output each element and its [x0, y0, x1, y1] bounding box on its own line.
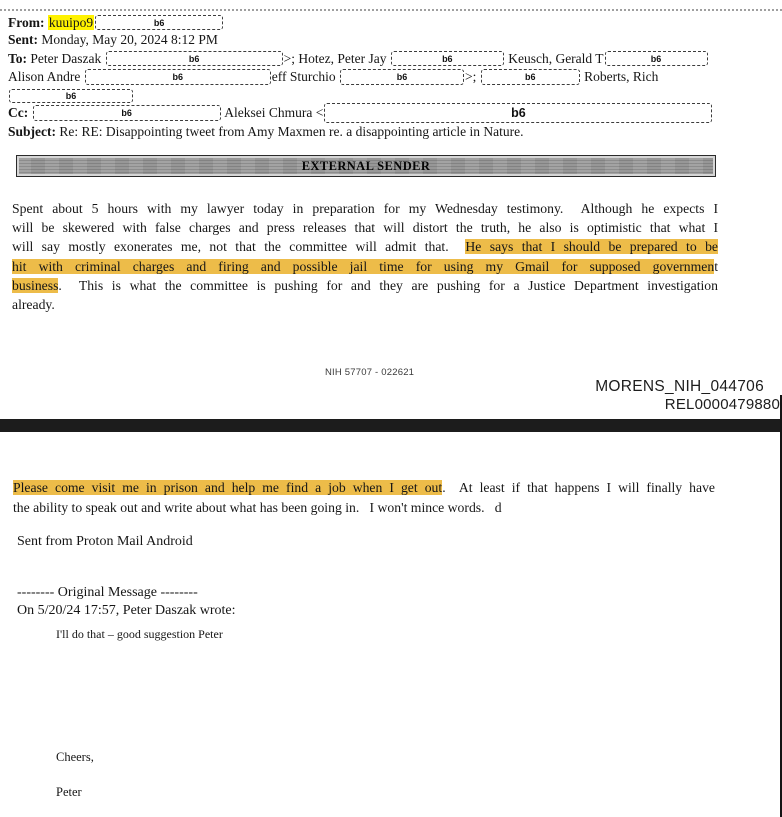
bates-stamp-morens: MORENS_NIH_044706 — [595, 378, 764, 395]
redaction-box-b6 — [95, 15, 223, 30]
redaction-box-b6 — [340, 69, 464, 85]
text-line — [12, 295, 718, 314]
text-line — [12, 237, 718, 256]
text-segment: Aleksei Chmura < — [221, 105, 324, 121]
b6-label: b6 — [524, 71, 536, 82]
text-segment: Keusch, Gerald T — [504, 51, 604, 66]
text-line — [12, 257, 718, 276]
text-segment: eff Sturchio — [271, 69, 339, 84]
text-segment: Roberts, Rich — [580, 69, 659, 84]
top-dashed-rule — [0, 9, 782, 11]
header-line-subject — [8, 124, 524, 140]
nih-stamp: NIH 57707 - 022621 — [325, 367, 415, 378]
header-line-redaction — [8, 88, 134, 104]
highlighted-text: hit with criminal charges and firing and possible jail time for using my Gmail for supposed governmen — [12, 258, 715, 274]
b6-label: b6 — [65, 90, 77, 101]
text-line — [12, 199, 718, 218]
b6-label: b6 — [121, 108, 132, 118]
text-line — [13, 478, 715, 498]
text-segment: >; Hotez, Peter Jay — [283, 51, 390, 66]
redaction-box-b6 — [324, 103, 712, 123]
page-2 — [0, 432, 782, 817]
b6-label: b6 — [396, 71, 408, 82]
text-segment: the ability to speak out and write about what has been going in. I won't mince words. d — [13, 499, 502, 515]
text-segment: >; — [465, 69, 480, 84]
text-segment: Alison Andre — [8, 69, 84, 84]
redaction-box-b6 — [33, 105, 221, 121]
email-body-paragraph — [12, 199, 718, 314]
proton-signature: Sent from Proton Mail Android — [17, 534, 193, 549]
original-message-separator: -------- Original Message -------- — [17, 585, 198, 600]
external-sender-banner — [16, 155, 716, 177]
text-segment: From: — [8, 15, 48, 30]
text-segment: Sent: — [8, 32, 42, 47]
page2-paragraph — [13, 478, 715, 517]
text-line — [13, 498, 715, 518]
highlighted-text: He says that I should be prepared to be — [465, 239, 718, 255]
b6-label: b6 — [188, 53, 200, 64]
header-line-sent — [8, 32, 218, 48]
redaction-box-b6 — [9, 89, 133, 103]
quoted-reply-text: I'll do that – good suggestion Peter — [56, 627, 223, 641]
highlighted-text: kuuipo9 — [48, 15, 94, 30]
text-segment: . At least if that happens I will finally have — [442, 480, 715, 495]
text-segment: Subject: — [8, 124, 60, 139]
text-segment: will be skewered with false charges and press releases that will distort the truth, he also is optimistic that what I — [12, 220, 718, 236]
redaction-box-b6 — [481, 69, 580, 85]
text-segment: Monday, May 20, 2024 8:12 PM — [41, 32, 218, 47]
text-line — [12, 276, 718, 295]
text-segment: To: — [8, 51, 31, 66]
signature-name: Peter — [56, 785, 82, 799]
text-segment: will say mostly exonerates me, not that the committee will admit that. — [12, 239, 466, 255]
external-sender-label: EXTERNAL SENDER — [301, 158, 431, 173]
text-segment: Peter Daszak — [30, 51, 105, 66]
text-segment: . This is what the committee is pushing for and they are pushing for a Justice Department investigation — [58, 277, 718, 293]
redaction-box-b6 — [605, 51, 708, 66]
b6-label: b6 — [153, 17, 165, 28]
highlighted-text: business — [12, 277, 59, 293]
closing-line: Cheers, — [56, 750, 94, 764]
b6-label: b6 — [172, 71, 183, 82]
header-line-from — [8, 15, 224, 31]
header-line-to-2 — [8, 69, 658, 86]
text-segment: Re: RE: Disappointing tweet from Amy Maxmen re. a disappointing article in Nature. — [59, 124, 524, 139]
b6-label: b6 — [442, 53, 453, 64]
b6-label: b6 — [511, 106, 526, 120]
header-line-to — [8, 51, 709, 67]
redaction-box-b6 — [391, 51, 504, 66]
page-separator-bar — [0, 419, 782, 432]
redaction-box-b6 — [85, 69, 271, 85]
text-segment: already. — [12, 297, 55, 313]
redaction-box-b6 — [106, 51, 283, 66]
header-line-cc — [8, 104, 713, 124]
reply-attribution: On 5/20/24 17:57, Peter Daszak wrote: — [17, 603, 236, 618]
text-line — [12, 218, 718, 237]
text-segment: t — [714, 258, 718, 274]
b6-label: b6 — [650, 53, 662, 64]
rel-stamp: REL0000479880 — [664, 396, 780, 413]
highlighted-text: Please come visit me in prison and help me find a job when I get out — [13, 480, 443, 495]
text-segment: Cc: — [8, 105, 32, 121]
text-segment: Spent about 5 hours with my lawyer today in preparation for my Wednesday testimony. Although he expects I — [12, 201, 718, 216]
